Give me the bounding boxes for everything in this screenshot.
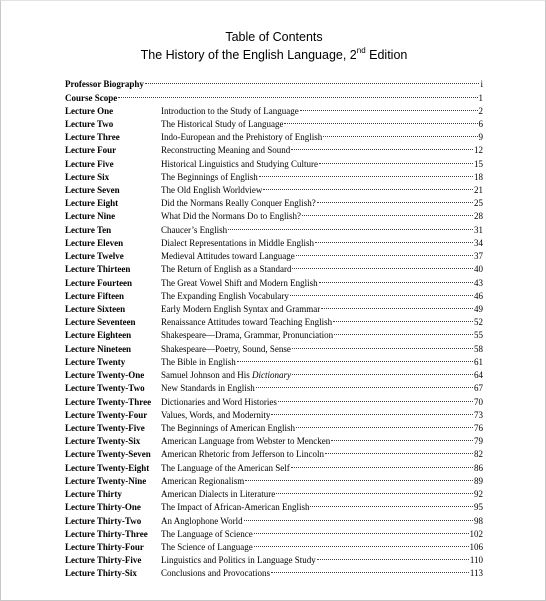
toc-page-number: 113 — [469, 568, 483, 579]
toc-lecture-title-text: Medieval Attitudes toward Language — [161, 251, 295, 262]
toc-lecture-title-text: American Language from Webster to Mencken — [161, 436, 331, 447]
toc-lecture-title-text: Linguistics and Politics in Language Study — [161, 555, 316, 566]
dot-leader — [334, 325, 473, 338]
toc-lecture-title — [161, 184, 262, 197]
course-title-end: Edition — [365, 48, 408, 62]
toc-lecture-title — [161, 541, 253, 554]
toc-page-number: 58 — [474, 343, 483, 354]
toc-page-number: 37 — [474, 251, 483, 262]
course-title-ordinal: nd — [356, 45, 366, 55]
toc-lecture-title-text: An Anglophone World — [161, 515, 243, 526]
toc-page-number: 46 — [474, 290, 483, 301]
toc-lecture-title-text: The Bible in English — [161, 356, 236, 367]
toc-lecture-title — [161, 144, 290, 157]
course-title — [1, 45, 546, 62]
toc-page-number: 76 — [474, 422, 483, 433]
dot-leader — [321, 299, 473, 312]
toc-lecture-number: Lecture Thirty-Two — [65, 515, 142, 526]
toc-lecture-title — [161, 197, 316, 210]
toc-page-number: 12 — [474, 145, 483, 156]
toc-lecture-number: Lecture Thirty-One — [65, 502, 141, 513]
toc-lecture-title — [161, 356, 236, 369]
toc-lecture-title — [161, 263, 291, 276]
toc-lecture-title — [161, 250, 295, 263]
toc-lecture-number: Lecture Four — [65, 145, 117, 156]
toc-lecture-title — [161, 105, 299, 118]
toc-page-number: 49 — [474, 304, 483, 314]
toc-lecture-number: Lecture Seventeen — [65, 317, 136, 328]
dot-leader — [319, 273, 473, 286]
toc-lecture-title — [161, 435, 330, 448]
dot-leader — [254, 524, 469, 537]
toc-lecture-number: Lecture Six — [65, 171, 110, 182]
toc-page-number: 31 — [474, 224, 483, 235]
toc-lecture-title-text: Introduction to the Study of Language — [161, 105, 299, 116]
dot-leader — [228, 220, 473, 233]
toc-page-number: 73 — [474, 409, 483, 420]
toc-lecture-title-text: The Beginnings of English — [161, 171, 258, 182]
dot-leader — [118, 88, 477, 101]
dot-leader — [271, 405, 473, 418]
dot-leader — [300, 101, 478, 114]
toc-lecture-number: Lecture Ten — [65, 224, 112, 235]
toc-lecture-number: Lecture Thirty-Six — [65, 568, 137, 579]
toc-lecture-number: Lecture Thirty — [65, 489, 122, 500]
toc-page-number: 102 — [469, 528, 483, 539]
toc-page-number: 110 — [469, 555, 483, 566]
toc-lecture-entry[interactable] — [65, 101, 483, 114]
toc-page-number: 79 — [474, 436, 483, 447]
toc-lecture-title-text: The Great Vowel Shift and Modern English — [161, 277, 318, 288]
toc-lecture-title-text: The Historical Study of Language — [161, 118, 284, 129]
toc-lecture-title-text: Shakespeare—Drama, Grammar, Pronunciation — [161, 330, 334, 341]
dot-leader — [302, 206, 473, 219]
toc-lecture-number: Lecture Twenty-Eight — [65, 462, 150, 473]
toc-lecture-title — [161, 290, 289, 303]
toc-lecture-title — [161, 316, 332, 329]
toc-lecture-title-text: The Beginnings of American English — [161, 422, 295, 433]
toc-lecture-number: Lecture Nine — [65, 211, 116, 222]
toc-lecture-title — [161, 303, 320, 316]
toc-page-number: 9 — [478, 132, 483, 143]
toc-page-number: 34 — [474, 237, 483, 248]
toc-lecture-title-text: Conclusions and Provocations — [161, 568, 270, 579]
dot-leader — [325, 444, 473, 457]
toc-lecture-number: Lecture One — [65, 105, 114, 116]
toc-page-number: 43 — [474, 277, 483, 288]
toc-lecture-number: Lecture Fourteen — [65, 277, 133, 288]
dot-leader — [291, 458, 473, 471]
toc-lecture-title — [161, 171, 258, 184]
toc-front-entry[interactable] — [65, 88, 483, 101]
dot-leader — [259, 167, 473, 180]
dot-leader — [271, 563, 469, 576]
toc-lecture-number: Lecture Eight — [65, 198, 119, 209]
toc-page-number: 95 — [474, 502, 483, 513]
table-of-contents — [65, 74, 483, 577]
toc-page-number: 28 — [474, 211, 483, 222]
toc-lecture-title-text: New Standards in English — [161, 383, 255, 394]
toc-page-number: 18 — [474, 171, 483, 182]
toc-lecture-title — [161, 567, 270, 580]
toc-lecture-number: Lecture Twenty-Four — [65, 409, 148, 420]
toc-lecture-title-text: American Dialects in Literature — [161, 489, 276, 500]
toc-lecture-number: Lecture Sixteen — [65, 304, 126, 314]
toc-page-number: i — [480, 79, 483, 89]
toc-page-number: 86 — [474, 462, 483, 473]
toc-page-number: 61 — [474, 356, 483, 367]
toc-lecture-number: Lecture Eighteen — [65, 330, 132, 341]
toc-lecture-number: Lecture Fifteen — [65, 290, 125, 301]
toc-page-number: 6 — [478, 118, 483, 129]
dot-leader — [256, 378, 473, 391]
dot-leader — [333, 312, 473, 325]
toc-page-number: 40 — [474, 264, 483, 275]
dot-leader — [292, 259, 473, 272]
toc-lecture-title-text: American Rhetoric from Jefferson to Lincoln — [161, 449, 325, 460]
dot-leader — [276, 484, 473, 497]
toc-front-entry[interactable] — [65, 74, 483, 88]
toc-lecture-title-text: The Old English Worldview — [161, 185, 263, 196]
toc-lecture-title-text: Renaissance Attitudes toward Teaching English — [161, 317, 333, 328]
toc-lecture-title — [161, 237, 314, 250]
toc-page-number: 106 — [469, 541, 483, 552]
toc-entry-label: Course Scope — [65, 92, 118, 103]
dot-leader — [290, 286, 473, 299]
toc-page-number: 67 — [474, 383, 483, 394]
dot-leader — [317, 193, 473, 206]
toc-lecture-title-text: Indo-European and the Prehistory of English — [161, 132, 323, 143]
toc-page-number: 15 — [474, 158, 483, 169]
toc-lecture-number: Lecture Thirty-Four — [65, 541, 144, 552]
toc-lecture-title — [161, 475, 244, 488]
dot-leader — [278, 392, 473, 405]
toc-lecture-title — [161, 488, 275, 501]
toc-lecture-title-italic: Dictionary — [252, 370, 291, 381]
toc-heading — [1, 30, 546, 44]
toc-lecture-title-text: Dictionaries and Word Histories — [161, 396, 277, 407]
toc-lecture-title — [161, 382, 255, 395]
toc-lecture-title — [161, 409, 270, 422]
dot-leader — [315, 233, 473, 246]
dot-leader — [296, 246, 473, 259]
toc-lecture-title-text: Samuel Johnson and His — [161, 370, 252, 381]
toc-page-number: 21 — [474, 185, 483, 196]
toc-lecture-number: Lecture Two — [65, 118, 114, 129]
toc-page-number: 92 — [474, 489, 483, 500]
dot-leader — [310, 497, 473, 510]
toc-lecture-number: Lecture Twelve — [65, 251, 124, 262]
toc-lecture-number: Lecture Eleven — [65, 237, 124, 248]
dot-leader — [292, 365, 473, 378]
toc-page-number: 70 — [474, 396, 483, 407]
toc-lecture-number: Lecture Seven — [65, 185, 120, 196]
toc-lecture-number: Lecture Thirteen — [65, 264, 131, 275]
dot-leader — [263, 180, 473, 193]
toc-page-number: 1 — [478, 92, 483, 103]
toc-page-number: 55 — [474, 330, 483, 341]
dot-leader — [296, 418, 473, 431]
toc-lecture-title-text: Chaucer’s English — [161, 224, 228, 235]
toc-heading-text: Table of Contents — [225, 30, 323, 44]
toc-lecture-title-text: Early Modern English Syntax and Grammar — [161, 304, 321, 314]
toc-lecture-number: Lecture Twenty-Five — [65, 422, 145, 433]
dot-leader — [323, 127, 477, 140]
dot-leader — [245, 471, 473, 484]
toc-lecture-title-text: Historical Linguistics and Studying Culture — [161, 158, 318, 169]
toc-lecture-title — [161, 224, 227, 237]
toc-lecture-title — [161, 118, 283, 131]
toc-lecture-title-text: What Did the Normans Do to English? — [161, 211, 301, 222]
toc-page-number: 98 — [474, 515, 483, 526]
course-title-main: The History of the English Language, 2 — [140, 48, 357, 62]
toc-lecture-number: Lecture Five — [65, 158, 114, 169]
toc-lecture-number: Lecture Twenty-Seven — [65, 449, 151, 460]
dot-leader — [237, 352, 473, 365]
toc-lecture-title-text: Shakespeare—Poetry, Sound, Sense — [161, 343, 291, 354]
dot-leader — [284, 114, 477, 127]
toc-lecture-title-text: Dialect Representations in Middle English — [161, 237, 314, 248]
dot-leader — [145, 74, 480, 87]
toc-lecture-title — [161, 528, 253, 541]
dot-leader — [292, 339, 473, 352]
toc-page-number: 52 — [474, 317, 483, 328]
dot-leader — [319, 154, 473, 167]
dot-leader — [331, 431, 473, 444]
toc-lecture-title-text: Did the Normans Really Conquer English? — [161, 198, 316, 209]
dot-leader — [244, 511, 473, 524]
toc-lecture-title-text: The Science of Language — [161, 541, 253, 552]
toc-lecture-title-text: The Language of Science — [161, 528, 253, 539]
toc-lecture-number: Lecture Twenty-Two — [65, 383, 145, 394]
toc-lecture-title-text: The Language of the American Self — [161, 462, 290, 473]
toc-lecture-title — [161, 396, 277, 409]
toc-lecture-title — [161, 422, 295, 435]
dot-leader — [317, 550, 469, 563]
toc-lecture-number: Lecture Twenty-Three — [65, 396, 152, 407]
toc-lecture-title-text: Values, Words, and Modernity — [161, 409, 271, 420]
toc-page-number: 2 — [478, 105, 483, 116]
dot-leader — [254, 537, 469, 550]
toc-page-number: 25 — [474, 198, 483, 209]
toc-lecture-number: Lecture Thirty-Three — [65, 528, 148, 539]
toc-page-number: 64 — [474, 370, 483, 381]
toc-lecture-number: Lecture Twenty — [65, 356, 126, 367]
toc-lecture-number: Lecture Twenty-Nine — [65, 475, 147, 486]
toc-page-number: 82 — [474, 449, 483, 460]
toc-entry-label: Professor Biography — [65, 79, 144, 89]
toc-page-number: 89 — [474, 475, 483, 486]
dot-leader — [291, 140, 473, 153]
toc-lecture-number: Lecture Thirty-Five — [65, 555, 142, 566]
toc-lecture-title — [161, 515, 243, 528]
toc-lecture-title-text: The Return of English as a Standard — [161, 264, 292, 275]
toc-lecture-number: Lecture Nineteen — [65, 343, 132, 354]
toc-lecture-title-text: American Regionalism — [161, 475, 245, 486]
toc-lecture-number: Lecture Twenty-Six — [65, 436, 141, 447]
toc-lecture-title-text: The Impact of African-American English — [161, 502, 310, 513]
toc-lecture-title-text: The Expanding English Vocabulary — [161, 290, 289, 301]
toc-lecture-number: Lecture Twenty-One — [65, 370, 145, 381]
toc-lecture-number: Lecture Three — [65, 132, 120, 143]
toc-lecture-title-text: Reconstructing Meaning and Sound — [161, 145, 291, 156]
